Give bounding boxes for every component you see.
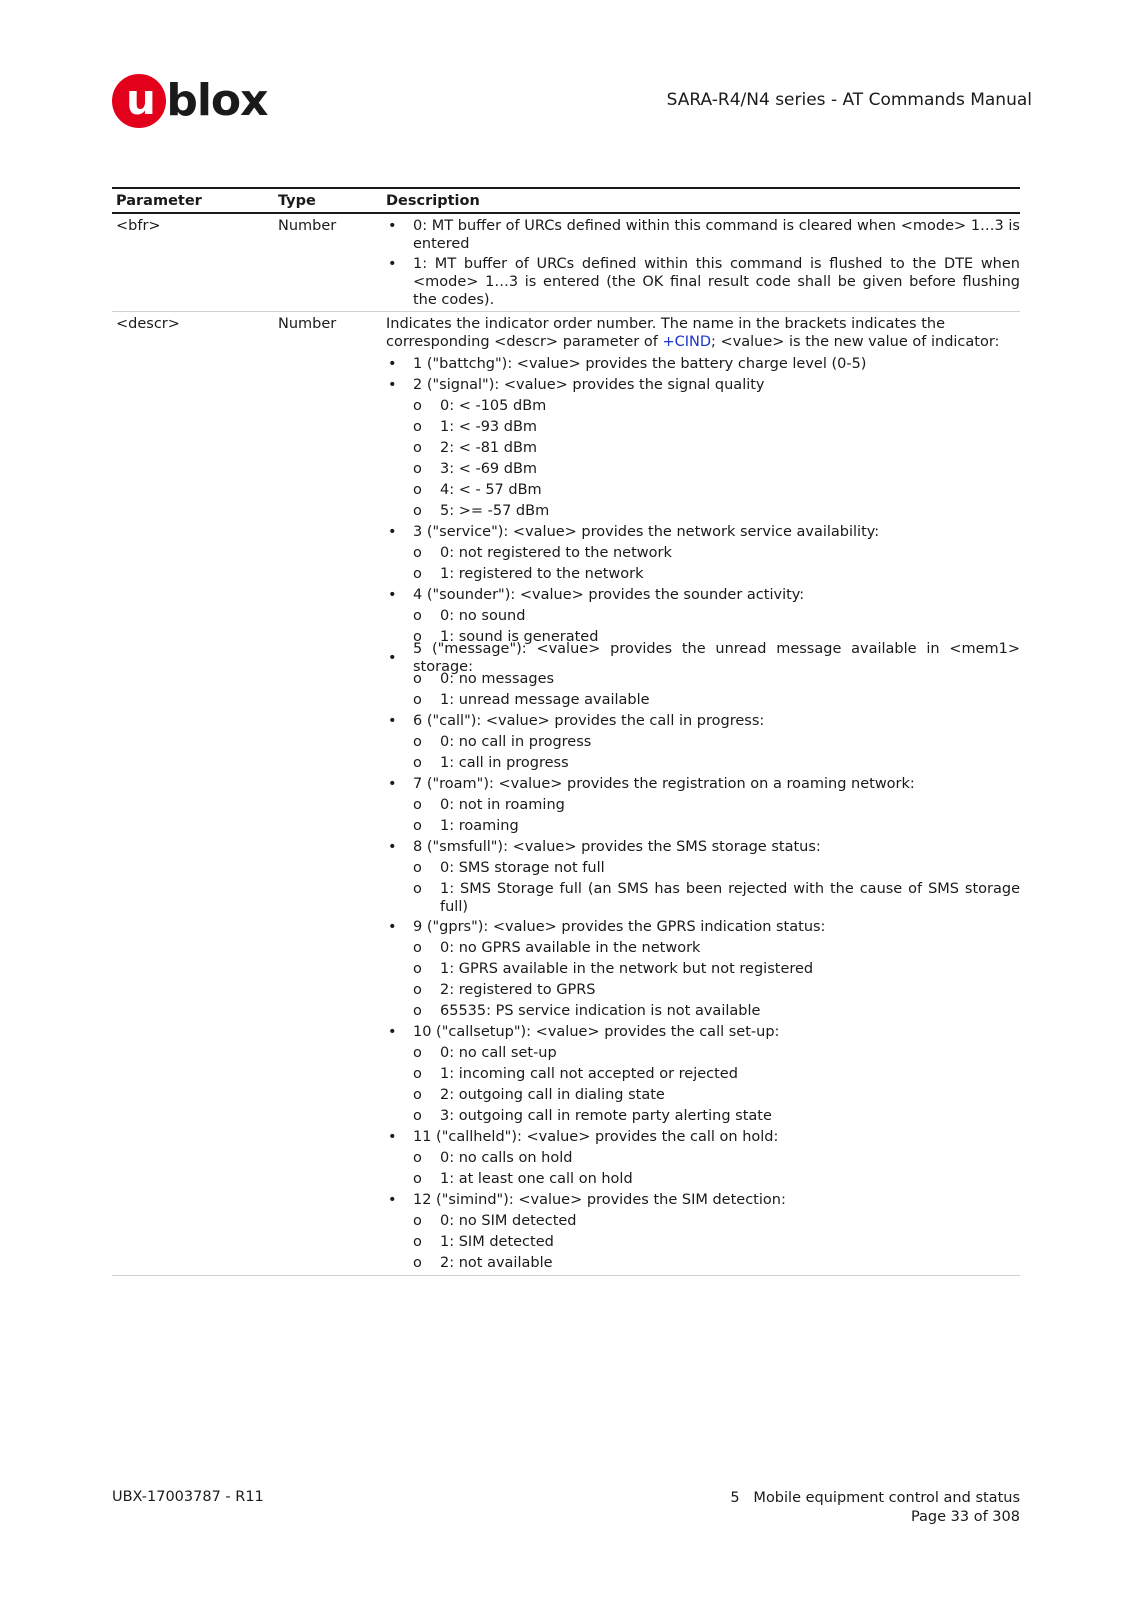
sub-list-item [413,1084,1020,1105]
list-item [386,1126,1020,1147]
bullet-icon: • [388,355,397,372]
sub-bullet-icon: o [413,881,422,897]
sub-bullet-icon: o [413,1254,422,1271]
sub-list-item-text: 0: not in roaming [440,796,565,813]
list-item-text: 2 ("signal"): <value> provides the signal quality [413,376,765,393]
sub-list-item [413,500,1020,521]
sub-bullet-icon: o [413,691,422,708]
list-item-text: 1 ("battchg"): <value> provides the battery charge level (0-5) [413,355,867,372]
sub-list-item [413,563,1020,584]
bullet-icon: • [388,838,397,855]
sub-bullet-icon: o [413,1044,422,1061]
sub-bullet-icon: o [413,796,422,813]
description-intro [386,315,1020,351]
list-item [386,374,1020,395]
sub-list-item [413,1231,1020,1252]
sub-list-item [413,878,1020,916]
table-header-row [112,189,1020,212]
bullet-icon: • [388,1128,397,1145]
sub-list-item-text: 3: < -69 dBm [440,460,538,477]
bullet-icon: • [388,649,397,666]
sub-list-item [413,1042,1020,1063]
sub-bullet-icon: o [413,1002,422,1019]
sub-list-item [413,416,1020,437]
list-item [386,255,1020,309]
sub-list-item-text: 1: registered to the network [440,565,644,582]
sub-bullet-icon: o [413,754,422,771]
column-header-parameter: Parameter [116,192,202,209]
footer-doc-id: UBX-17003787 - R11 [112,1489,264,1505]
table-row-bfr [112,214,1020,311]
bullet-icon: • [388,523,397,540]
sub-list-item [413,668,1020,689]
list-item [386,584,1020,605]
sub-list-item [413,752,1020,773]
list-item-text: 0: MT buffer of URCs defined within this command is cleared when <mode> 1…3 is entered [413,218,1020,252]
logo-u-glyph: u [126,75,156,124]
bullet-icon: • [388,712,397,729]
sub-bullet-icon: o [413,817,422,834]
sub-list-item [413,937,1020,958]
sub-list-item [413,1000,1020,1021]
description-cell [382,215,1020,309]
sub-list-item-text: 0: no messages [440,670,555,687]
sub-list-item [413,1105,1020,1126]
sub-list-item-text: 2: registered to GPRS [440,981,596,998]
sub-list-item-text: 65535: PS service indication is not available [440,1002,761,1019]
sub-list-item [413,479,1020,500]
intro-text-start: Indicates the indicator order number. The name in the brackets indicates the corresponding <descr> parameter of [386,316,946,350]
sub-list-item [413,395,1020,416]
bullet-icon: • [388,376,397,393]
sub-bullet-icon: o [413,733,422,750]
bullet-icon: • [388,256,397,272]
list-item [386,916,1020,937]
list-item [386,217,1020,253]
sub-list-item-text: 1: call in progress [440,754,569,771]
bullet-icon: • [388,1191,397,1208]
type-cell: Number [278,218,337,234]
sub-bullet-icon: o [413,1212,422,1229]
indicator-list [386,353,1020,1273]
sub-bullet-icon: o [413,859,422,876]
sub-bullet-icon: o [413,1149,422,1166]
sub-bullet-icon: o [413,960,422,977]
sub-bullet-icon: o [413,981,422,998]
sub-bullet-icon: o [413,1086,422,1103]
list-item-text: 10 ("callsetup"): <value> provides the call set-up: [413,1023,780,1040]
sub-list-item [413,1252,1020,1273]
description-cell [382,313,1020,1273]
footer-section: 5 Mobile equipment control and status [730,1490,1020,1506]
sub-bullet-icon: o [413,397,422,414]
sub-list-item-text: 1: roaming [440,817,519,834]
sub-list-item [413,731,1020,752]
bullet-icon: • [388,586,397,603]
sub-list-item [413,542,1020,563]
list-item-text: 8 ("smsfull"): <value> provides the SMS storage status: [413,838,821,855]
type-cell: Number [278,316,337,332]
sub-bullet-icon: o [413,565,422,582]
sub-list-item [413,815,1020,836]
list-item-text: 6 ("call"): <value> provides the call in progress: [413,712,765,729]
list-item [386,710,1020,731]
list-item [386,353,1020,374]
sub-list-item [413,437,1020,458]
list-item [386,1021,1020,1042]
sub-bullet-icon: o [413,544,422,561]
sub-list-item-text: 1: SIM detected [440,1233,554,1250]
sub-list-item [413,857,1020,878]
column-header-type: Type [278,192,316,209]
sub-list-item-text: 0: SMS storage not full [440,859,605,876]
sub-list-item [413,794,1020,815]
sub-list-item [413,605,1020,626]
sub-list-item-text: 0: no SIM detected [440,1212,577,1229]
bullet-icon: • [388,918,397,935]
sub-list-item-text: 1: at least one call on hold [440,1170,633,1187]
sub-bullet-icon: o [413,1107,422,1124]
sub-list-item-text: 1: < -93 dBm [440,418,538,435]
table-bottom-rule [112,1275,1020,1276]
list-item-text: 12 ("simind"): <value> provides the SIM detection: [413,1191,786,1208]
document-title: SARA-R4/N4 series - AT Commands Manual [666,90,1032,110]
list-item-text: 3 ("service"): <value> provides the network service availability: [413,523,880,540]
sub-list-item-text: 1: unread message available [440,691,650,708]
sub-list-item [413,689,1020,710]
sub-list-item [413,979,1020,1000]
sub-list-item-text: 2: not available [440,1254,553,1271]
footer-info [730,1489,1020,1527]
parameter-table [112,187,1020,1276]
bullet-icon: • [388,775,397,792]
sub-bullet-icon: o [413,1233,422,1250]
sub-bullet-icon: o [413,481,422,498]
sub-list-item [413,1063,1020,1084]
param-cell: <bfr> [116,218,161,234]
sub-bullet-icon: o [413,1170,422,1187]
sub-bullet-icon: o [413,607,422,624]
sub-bullet-icon: o [413,670,422,687]
sub-list-item-text: 0: no calls on hold [440,1149,573,1166]
bullet-icon: • [388,1023,397,1040]
sub-bullet-icon: o [413,439,422,456]
sub-list-item-text: 0: not registered to the network [440,544,672,561]
sub-list-item-text: 0: no call set-up [440,1044,557,1061]
sub-list-item [413,1147,1020,1168]
sub-bullet-icon: o [413,418,422,435]
sub-bullet-icon: o [413,1065,422,1082]
sub-list-item-text: 2: < -81 dBm [440,439,538,456]
sub-list-item [413,958,1020,979]
list-item-text: 4 ("sounder"): <value> provides the sounder activity: [413,586,805,603]
sub-list-item-text: 1: incoming call not accepted or rejected [440,1065,738,1082]
list-item [386,773,1020,794]
sub-list-item-text: 1: GPRS available in the network but not registered [440,960,814,977]
list-item-text: 11 ("callheld"): <value> provides the call on hold: [413,1128,779,1145]
param-cell: <descr> [116,316,180,332]
table-row-descr [112,312,1020,1275]
sub-list-item [413,1210,1020,1231]
sub-list-item-text: 0: no GPRS available in the network [440,939,701,956]
sub-list-item-text: 3: outgoing call in remote party alerting state [440,1107,772,1124]
sub-bullet-icon: o [413,460,422,477]
bullet-icon: • [388,218,397,234]
sub-list-item [413,1168,1020,1189]
sub-list-item-text: 0: no sound [440,607,526,624]
list-item-text: 1: MT buffer of URCs defined within this command is flushed to the DTE when <mode> 1…3 is entered (the OK final result code shall be given before flushing the codes). [413,256,1020,308]
sub-list-item-text: 1: sound is generated [440,628,599,645]
sub-list-item-text: 4: < - 57 dBm [440,481,542,498]
list-item [386,1189,1020,1210]
sub-list-item [413,458,1020,479]
list-item-text: 5 ("message"): <value> provides the unread message available in <mem1> storage: [413,640,1020,675]
sub-list-item-text: 0: < -105 dBm [440,397,547,414]
list-item [386,836,1020,857]
sub-list-item-text: 1: SMS Storage full (an SMS has been rejected with the cause of SMS storage full) [440,881,1020,915]
sub-list-item-text: 5: >= -57 dBm [440,502,550,519]
sub-list-item-text: 2: outgoing call in dialing state [440,1086,665,1103]
logo-wordmark: blox [152,75,268,126]
sub-bullet-icon: o [413,502,422,519]
list-item-text: 9 ("gprs"): <value> provides the GPRS indication status: [413,918,826,935]
column-header-description: Description [386,192,480,209]
sub-list-item-text: 0: no call in progress [440,733,592,750]
sub-bullet-icon: o [413,939,422,956]
list-item [386,640,1020,675]
sub-bullet-icon: o [413,628,422,645]
list-item-text: 7 ("roam"): <value> provides the registration on a roaming network: [413,775,915,792]
cind-link[interactable]: +CIND [662,334,711,350]
list-item [386,521,1020,542]
intro-text-end: ; <value> is the new value of indicator: [711,334,1000,350]
footer-page-number: Page 33 of 308 [910,1509,1020,1525]
